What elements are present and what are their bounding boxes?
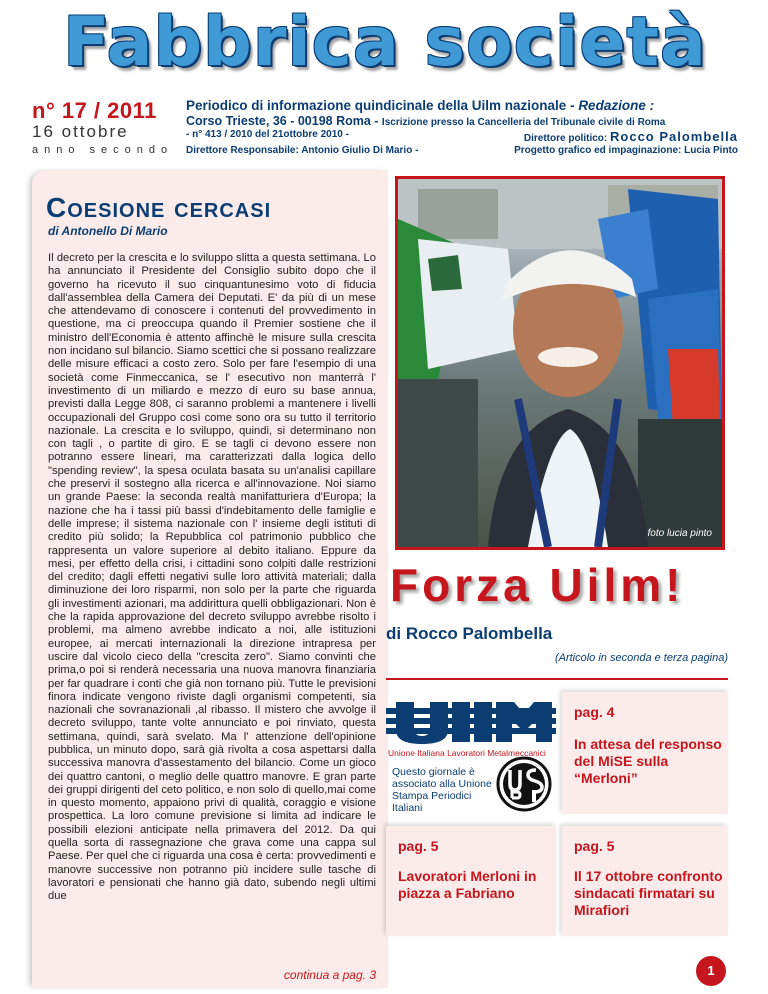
- masthead-subhead: [186, 98, 738, 156]
- news-box-merloni-mise[interactable]: [562, 692, 728, 814]
- feature-author: di Rocco Palombella: [386, 624, 553, 643]
- news-box-page: pag. 4: [574, 704, 615, 720]
- news-box-headline: Lavoratori Merloni in piazza a Fabriano: [398, 868, 537, 901]
- uspi-text: Questo giornale è associato alla Unione Stampa Periodici Italiani: [392, 766, 492, 814]
- masthead: [0, 0, 768, 90]
- issue-number: n° 17 / 2011: [32, 98, 157, 123]
- divider: [386, 678, 728, 680]
- news-box-headline: Il 17 ottobre confronto sindacati firmatari su Mirafiori: [574, 868, 723, 918]
- uilm-logo: [386, 700, 556, 744]
- news-box-mirafiori[interactable]: [562, 826, 728, 936]
- direttore-responsabile: Direttore Responsabile: Antonio Giulio Di Mario -: [186, 145, 419, 156]
- news-box-page: pag. 5: [398, 838, 439, 854]
- logo-box: [386, 692, 556, 820]
- issue-date: 16 ottobre: [32, 122, 129, 141]
- cover-photo-illustration: [398, 179, 722, 547]
- direttore-politico-label: Direttore politico:: [523, 133, 608, 144]
- registration-number: - n° 413 / 2010 del 21ottobre 2010 -: [186, 129, 349, 140]
- redazione-label: Redazione :: [578, 98, 655, 113]
- continue-link[interactable]: continua a pag. 3: [283, 968, 376, 982]
- photo-credit: foto lucia pinto: [647, 528, 712, 539]
- news-box-merloni-fabriano[interactable]: [386, 826, 556, 936]
- article-author: di Antonello Di Mario: [48, 224, 168, 238]
- news-box-page: pag. 5: [574, 838, 615, 854]
- direttore-politico: Rocco Palombella: [610, 129, 738, 144]
- feature-headline: Forza Uilm!: [390, 559, 685, 611]
- issue-year: anno secondo: [32, 144, 174, 156]
- page-number: 1: [696, 956, 726, 986]
- registration: Iscrizione presso la Cancelleria del Tribunale civile di Roma: [381, 117, 666, 128]
- feature-note: (Articolo in seconda e terza pagina): [554, 652, 728, 664]
- progetto-grafico: Progetto grafico ed impaginazione: Lucia Pinto: [514, 145, 738, 156]
- cover-photo: [395, 176, 725, 550]
- article-title: Coesione cercasi: [46, 192, 272, 223]
- masthead-title: Fabbrica società: [63, 3, 707, 82]
- article-body: Il decreto per la crescita e lo sviluppo slitta a questa settimana. Lo ha annunciato il Presidente del Consiglio subito dopo che il governo ha ricevuto il suo cinquantunesimo voto di fiducia dall'assemblea della Camera dei Deputati. E' da più di un mese che attendevamo di conoscere i contenuti del provvedimento in questione, ma ci preoccupa quando il Premier sostiene che il ministro dell'Economia è attento affinchè le misure sulla crescita non incidano sul bilancio. Siamo scettici che si possano realizzare delle misure efficaci a costo zero. Solo per fare l'esempio di una società come Finmeccanica, se l' esecutivo non manterrà l' investimento di un miliardo e mezzo di euro su base annua, previsti dalla Legge 808, ci saranno problemi a mantenere i livelli occupazionali del Gruppo così come sono ora su tutto il territorio nazionale. La crescita e lo sviluppo, quindi, si determinano non con tagli , o partite di giro. E se tagli ci devono essere non potranno essere lineari, ma caratterizzati dalla logica dello "spending review", la spesa oculata basata su un'analisi capillare che preservi il sostegno alla ricerca e all'innovazione. Noi siamo un grande Paese: la seconda realtà manifatturiera d'Europa; la nazione che ha i tassi più bassi d'indebitamento delle famiglie e delle imprese; il sistema nazionale con l' insieme degli istituti di credito più solido; la Repubblica col patrimonio pubblico che rappresenta un valore superiore al debito italiano. Eppure da mesi, per effetto della crisi, i cittadini sono colpiti dalle restrizioni del credito; dagli effetti negativi sulle loro attività materiali; dalla diminuzione dei loro risparmi, non solo per la parte che riguarda gli investimenti azionari, ma addirittura quelli obbligazionari. Non è che la rapida approvazione del decreto sviluppo avrebbe risolto i problemi, ma almeno avrebbe indicato a noi, alle istituzioni europee, ai mercati internazionali la direzione intrapresa per uscire dal vicolo cieco della "crescita zero". Siamo convinti che prima,o poi si renderà necessaria una nuova manovra finanziaria per far quadrare i conti che già non tornano più. Tutte le previsioni finora indicate vengono riviste dagli organismi competenti, sia nazionali che sovranazionali ,al ribasso. Il mistero che avvolge il decreto sviluppo, tante volte annunciato e poi rinviato, questa settimana, quindi, sarà svelato. Ma l' attenzione dell'opinione pubblica, un minuto dopo, sarà già rivolta a cosa aspettarsi dalla successiva manovra d'assestamento del bilancio. Come un gioco dei quattro cantoni, o meglio delle quattro manovre. E gran parte dei gruppi dirigenti del ceto politico, e non solo di quello,mai come in questo momento, appaiono privi di qualità, coraggio e visione prospettica. La loro comune previsione si limita ad indicare le possibili elezioni anticipate nella primavera del 2012. Da qui quella sorta di rassegnazione che grava come una cappa sul Paese. Per quel che ci riguarda una cosa è certa: provvedimenti e manovre successive non potranno più incidere sulle tasche di lavoratori e pensionati che hanno già dato, subendo negli ultimi due: [48, 252, 376, 903]
- news-box-headline: In attesa del responso del MiSE sulla “Merloni”: [574, 736, 722, 786]
- uspi-logo: [496, 756, 552, 812]
- uilm-caption: Unione Italiana Lavoratori Metalmeccanici: [388, 748, 546, 758]
- address: Corso Trieste, 36 - 00198 Roma -: [186, 114, 382, 128]
- periodical-subtitle: Periodico di informazione quindicinale della Uilm nazionale -: [186, 98, 579, 113]
